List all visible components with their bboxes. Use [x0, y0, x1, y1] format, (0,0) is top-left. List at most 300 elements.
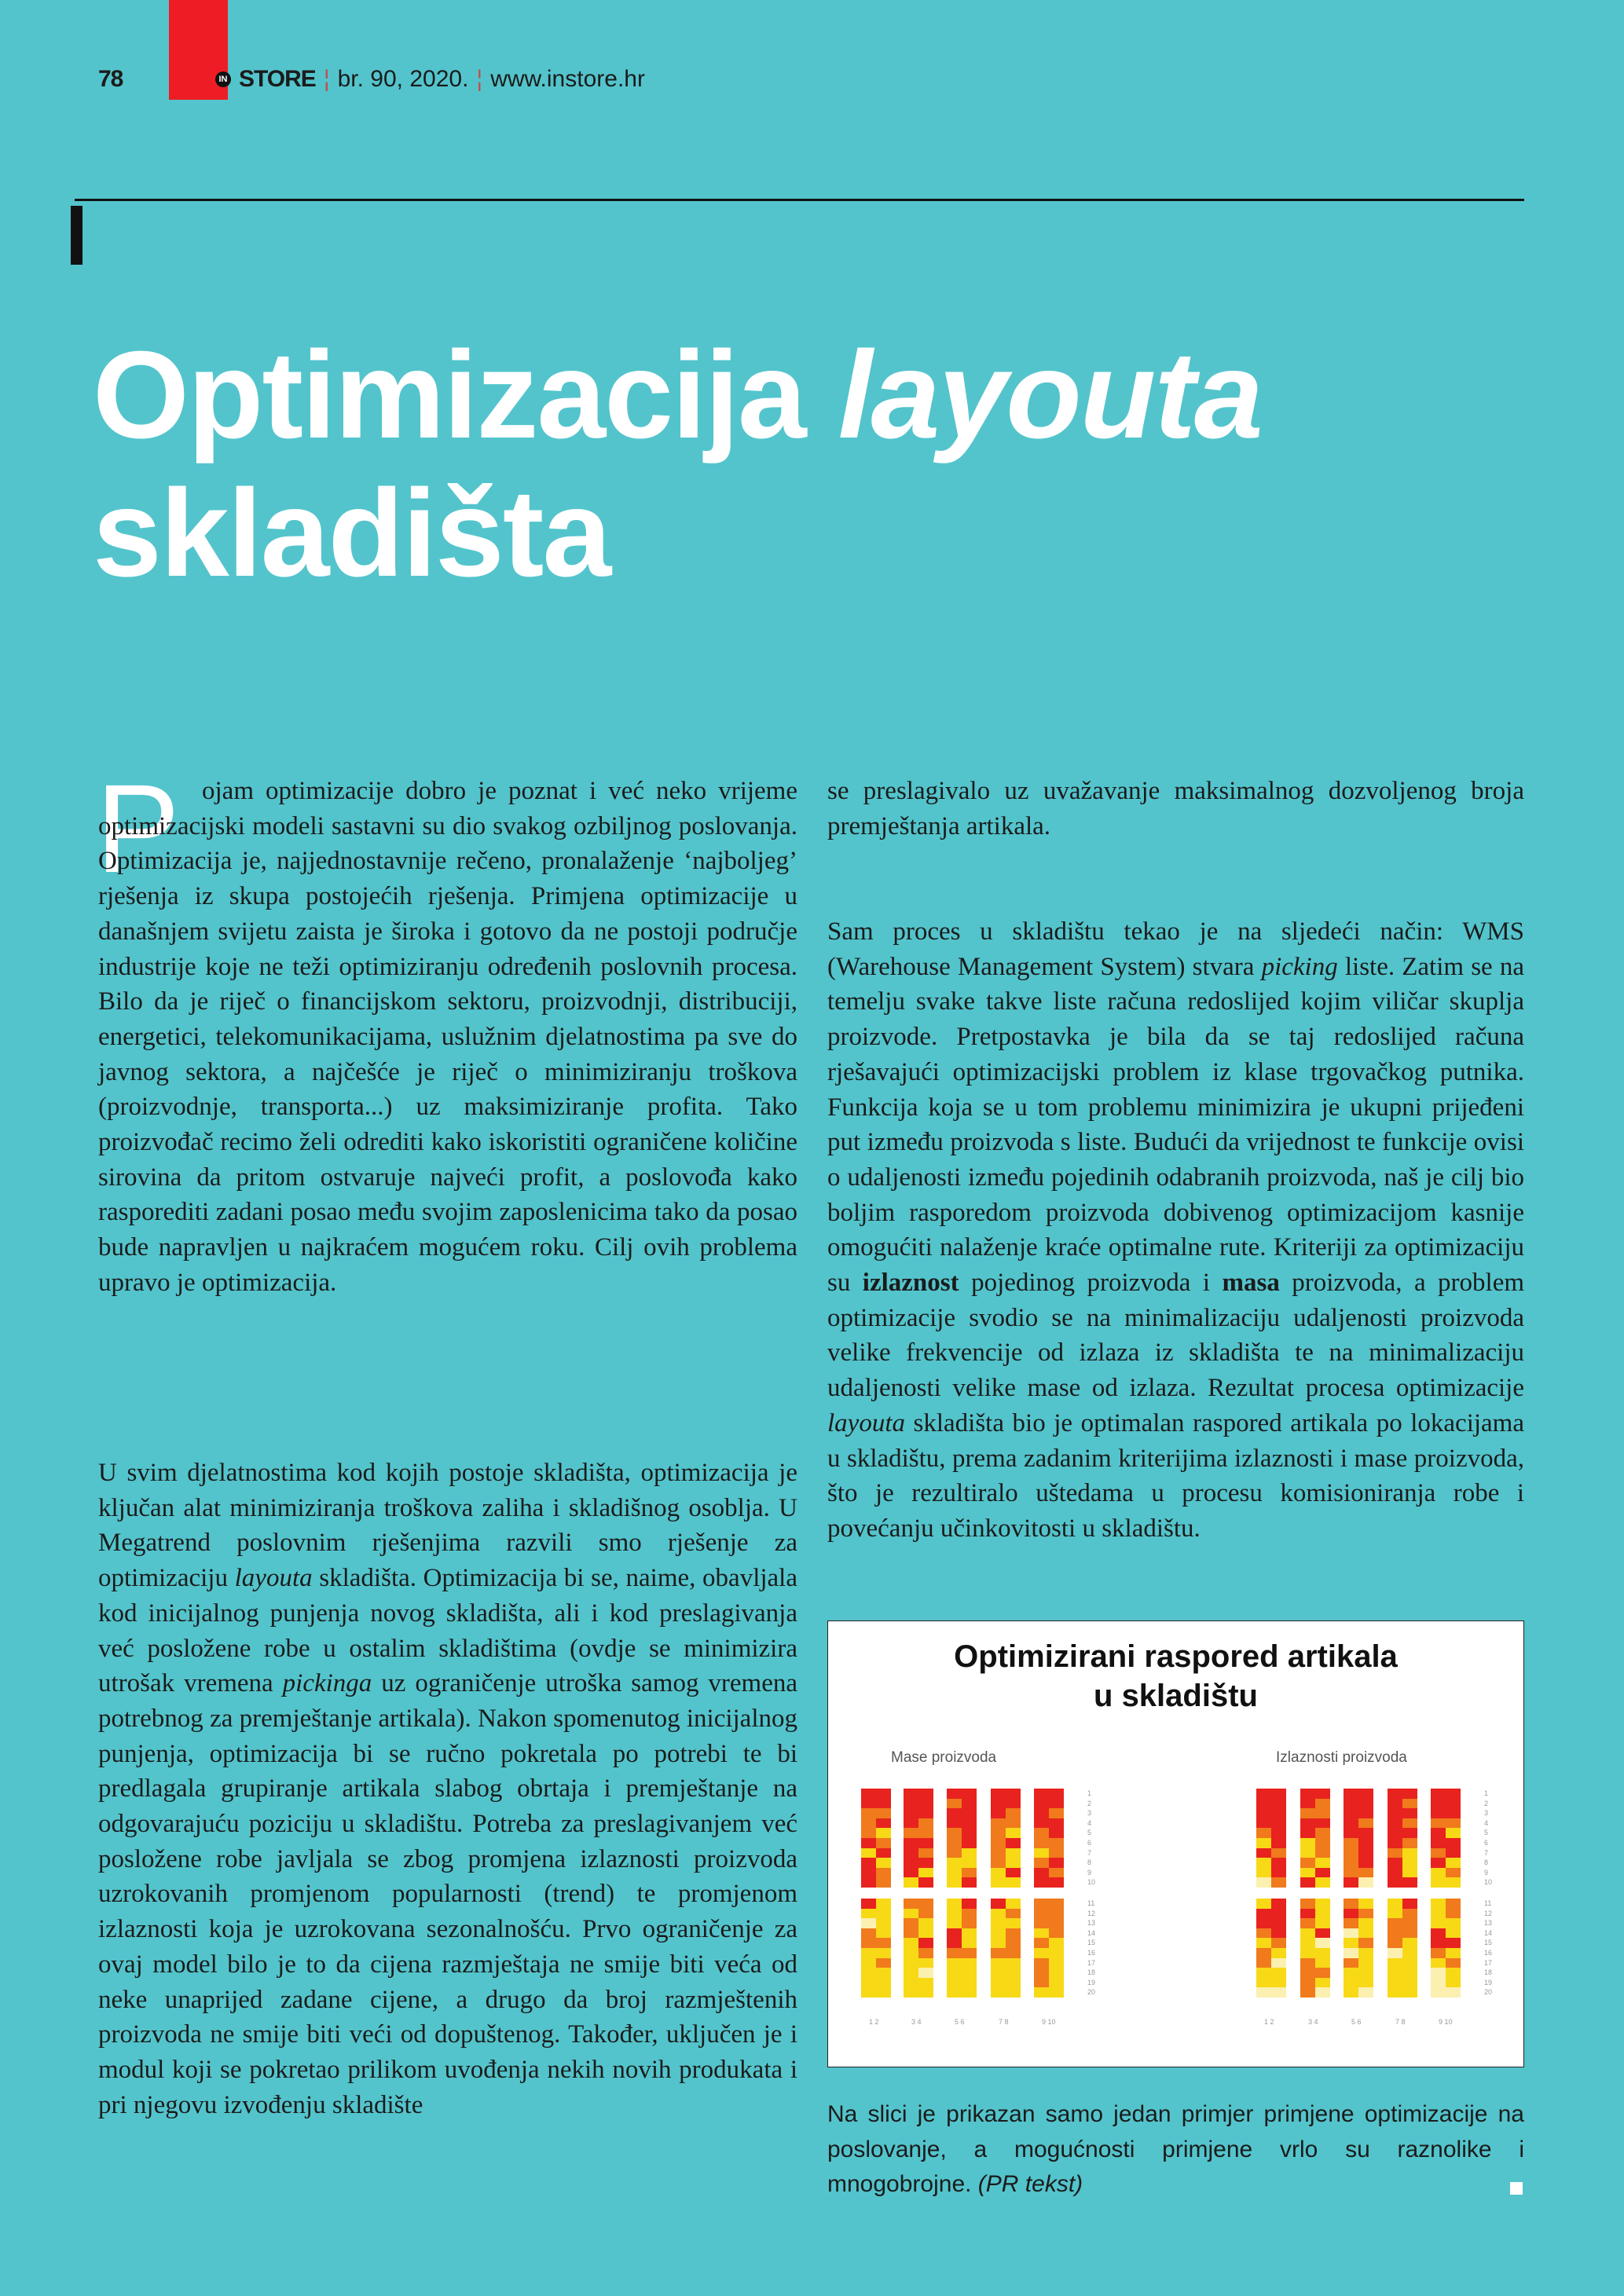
heatmap-cell — [962, 1818, 977, 1829]
heatmap-cell — [918, 1858, 933, 1868]
paragraph-2 — [98, 1456, 797, 2122]
heatmap-cell — [876, 1858, 891, 1868]
text-run: ojam optimizacije dobro je poznat i već neko vrijeme optimizacijski modeli sastavni su dio svakog ozbiljnog poslovanja. Optimizacija je, najjednostavnije rečeno, pronalaženje ‘najboljeg’ rješenja iz skupa postojećih rješenja. Primjena optimizacije u današnjem svijetu zaista je široka i gotovo da ne postoji područje industrije koje ne teži optimiziranju određenih poslovnih procesa. Bilo da je riječ o financijskom sektoru, proizvodnji, distribuciji, energetici, telekomunikacijama, uslužnim djelatnostima pa sve do javnog sektora, a najčešće je riječ o minimiziranju troškova (proizvodnje, transporta...) uz maksimiziranje profita. Tako proizvođač recimo želi odrediti kako iskoristiti ograničene količine sirovina da pritom ostvaruje najveći profit, a poslovođa kako rasporediti zadani posao među svojim zaposlenicima tako da posao bude napravljen u najkraćem mogućem roku. Cilj ovih problema upravo je optimizacija. — [98, 777, 797, 1297]
heatmap-cell — [1402, 1958, 1417, 1968]
heatmap-cell — [1402, 1799, 1417, 1809]
heatmap-cell — [1446, 1978, 1461, 1988]
heatmap-cell — [1344, 1909, 1358, 1919]
italic-text: (PR tekst) — [977, 2171, 1083, 2198]
heatmap-cell — [991, 1818, 1006, 1829]
row-label: 16 — [1087, 1949, 1096, 1957]
heatmap-cell — [918, 1808, 933, 1818]
row-label: 6 — [1484, 1839, 1489, 1847]
heatmap-cell — [1431, 1968, 1446, 1978]
heatmap-cell — [991, 1978, 1006, 1988]
heatmap-cell — [947, 1938, 962, 1948]
heatmap-cell — [1006, 1978, 1021, 1988]
heatmap-cell — [1006, 1838, 1021, 1848]
heatmap-cell — [918, 1818, 933, 1829]
column-label: 3 4 — [911, 2018, 922, 2026]
heatmap-cell — [947, 1877, 962, 1888]
heatmap-cell — [1402, 1918, 1417, 1928]
heatmap-cell — [1388, 1868, 1402, 1878]
heatmap-cell — [1388, 1928, 1402, 1939]
heatmap-cell — [1271, 1868, 1286, 1878]
heatmap-cell — [1358, 1858, 1373, 1868]
row-label: 5 — [1484, 1829, 1489, 1837]
heatmap-cell — [947, 1808, 962, 1818]
heatmap-cell — [876, 1978, 891, 1988]
heatmap-cell — [1358, 1968, 1373, 1978]
row-label: 8 — [1484, 1858, 1489, 1867]
heatmap-cell — [1049, 1858, 1064, 1868]
heatmap-cell — [1300, 1938, 1315, 1948]
heatmap-cell — [904, 1838, 918, 1848]
heatmap-cell — [1256, 1838, 1271, 1848]
heatmap-cell — [1431, 1877, 1446, 1888]
heatmap-cell — [1431, 1828, 1446, 1838]
heatmap-cell — [1344, 1848, 1358, 1858]
heatmap-cell — [991, 1987, 1006, 1998]
heatmap-cell — [1049, 1958, 1064, 1968]
heatmap-cell — [1446, 1877, 1461, 1888]
heatmap-cell — [1446, 1858, 1461, 1868]
heatmap-cell — [904, 1899, 918, 1909]
heatmap-cell — [1300, 1978, 1315, 1988]
heatmap-cell — [861, 1938, 876, 1948]
heatmap-cell — [1256, 1868, 1271, 1878]
row-label: 17 — [1087, 1958, 1096, 1967]
heatmap-cell — [1034, 1948, 1049, 1958]
heatmap-cell — [861, 1948, 876, 1958]
row-label: 11 — [1087, 1899, 1095, 1907]
heatmap-cell — [1300, 1818, 1315, 1829]
heatmap-cell — [1344, 1828, 1358, 1838]
masthead — [215, 66, 645, 93]
heatmap-cell — [1271, 1838, 1286, 1848]
heatmap-cell — [876, 1789, 891, 1799]
heatmap-cell — [876, 1918, 891, 1928]
heatmap-cell — [1388, 1799, 1402, 1809]
heatmap-cell — [1431, 1978, 1446, 1988]
row-label: 19 — [1087, 1978, 1096, 1987]
heatmap-cell — [876, 1958, 891, 1968]
heatmap-cell — [1315, 1848, 1330, 1858]
text-run: proizvoda, a problem optimizacije svodio se na minimalizaciju udaljenosti proizvoda velike frekvencije od izlaza iz skladišta te na minimalizaciju udaljenosti velike mase od izlaza. Rezultat procesa optimizacije — [827, 1269, 1525, 1403]
heatmap-cell — [861, 1909, 876, 1919]
heatmap-cell — [876, 1799, 891, 1809]
heatmap-cell — [1344, 1918, 1358, 1928]
heatmap-cell — [1344, 1968, 1358, 1978]
heatmap-cell — [861, 1987, 876, 1998]
heatmap-cell — [918, 1938, 933, 1948]
heatmap-cell — [947, 1789, 962, 1799]
heatmap-cell — [1034, 1987, 1049, 1998]
heatmap-cell — [1006, 1938, 1021, 1948]
heatmap-cell — [1446, 1848, 1461, 1858]
heatmap-cell — [1402, 1848, 1417, 1858]
heatmap-cell — [1300, 1968, 1315, 1978]
heatmap-cell — [1034, 1808, 1049, 1818]
heatmap-cell — [1034, 1899, 1049, 1909]
heatmap-cell — [991, 1877, 1006, 1888]
heatmap-cell — [962, 1848, 977, 1858]
heatmap-cell — [947, 1828, 962, 1838]
row-label: 15 — [1484, 1939, 1493, 1947]
row-label: 7 — [1087, 1848, 1092, 1857]
heatmap-cell — [1049, 1838, 1064, 1848]
heatmap-cell — [1006, 1868, 1021, 1878]
heatmap-cell — [1006, 1848, 1021, 1858]
heatmap-cell — [1446, 1799, 1461, 1809]
heatmap-cell — [1256, 1858, 1271, 1868]
heatmap-cell — [1358, 1978, 1373, 1988]
heatmap-cell — [1402, 1828, 1417, 1838]
heatmap-cell — [1006, 1928, 1021, 1939]
end-of-article-mark — [1510, 2182, 1523, 2195]
row-label: 11 — [1484, 1899, 1492, 1907]
article-title — [93, 326, 1262, 602]
column-label: 7 8 — [999, 2018, 1009, 2026]
heatmap-cell — [1388, 1978, 1402, 1988]
heatmap-cell — [918, 1899, 933, 1909]
heatmap-cell — [1446, 1918, 1461, 1928]
italic-text: layouta — [234, 1564, 313, 1593]
heatmap-cell — [1006, 1828, 1021, 1838]
heatmap-cell — [1256, 1789, 1271, 1799]
heatmap-cell — [918, 1918, 933, 1928]
heatmap-cell — [1271, 1928, 1286, 1939]
heatmap-cell — [1388, 1968, 1402, 1978]
heatmap-cell — [1006, 1818, 1021, 1829]
heatmap-cell — [1049, 1899, 1064, 1909]
heatmap-cell — [861, 1877, 876, 1888]
heatmap-cell — [991, 1968, 1006, 1978]
heatmap-cell — [1358, 1928, 1373, 1939]
heatmap-cell — [1358, 1899, 1373, 1909]
website-link[interactable]: www.instore.hr — [490, 66, 645, 92]
row-label: 3 — [1087, 1809, 1092, 1818]
heatmap-cell — [1315, 1868, 1330, 1878]
heatmap-cell — [1006, 1958, 1021, 1968]
column-label: 9 10 — [1042, 2018, 1056, 2026]
row-label: 14 — [1484, 1928, 1493, 1937]
separator: ¦ — [476, 66, 483, 92]
drop-cap: P — [96, 758, 180, 899]
heatmap-cell — [1049, 1828, 1064, 1838]
heatmap-cell — [1034, 1799, 1049, 1809]
heatmap-cell — [1431, 1938, 1446, 1948]
heatmap-cell — [1358, 1799, 1373, 1809]
row-label: 9 — [1087, 1868, 1092, 1877]
heatmap-cell — [1049, 1928, 1064, 1939]
heatmap-cell — [1315, 1799, 1330, 1809]
heatmap-cell — [1049, 1968, 1064, 1978]
heatmap-cell — [861, 1848, 876, 1858]
heatmap-cell — [1034, 1828, 1049, 1838]
heatmap-cell — [1315, 1818, 1330, 1829]
heatmap-cell — [1431, 1948, 1446, 1958]
heatmap-cell — [918, 1958, 933, 1968]
heatmap-cell — [876, 1848, 891, 1858]
heatmap-cell — [1402, 1808, 1417, 1818]
heatmap-cell — [1034, 1958, 1049, 1968]
heatmap-cell — [991, 1808, 1006, 1818]
heatmap-cell — [991, 1928, 1006, 1939]
heatmap-cell — [1388, 1918, 1402, 1928]
heatmap-cell — [918, 1838, 933, 1848]
heatmap-cell — [947, 1799, 962, 1809]
heatmap-cell — [1431, 1838, 1446, 1848]
column-label: 3 4 — [1308, 2018, 1318, 2026]
italic-text: layouta — [827, 1408, 905, 1437]
heatmap-cell — [1034, 1877, 1049, 1888]
heatmap-cell — [1344, 1868, 1358, 1878]
heatmap-cell — [1006, 1909, 1021, 1919]
heatmap-cell — [1300, 1928, 1315, 1939]
heatmap-cell — [876, 1868, 891, 1878]
heatmap-cell — [1388, 1958, 1402, 1968]
heatmap-cell — [962, 1808, 977, 1818]
heatmap-cell — [1344, 1838, 1358, 1848]
heatmap-cell — [1358, 1987, 1373, 1998]
heatmap-cell — [904, 1948, 918, 1958]
heatmap-cell — [962, 1868, 977, 1878]
heatmap-cell — [876, 1808, 891, 1818]
italic-text: pickinga — [282, 1669, 372, 1698]
heatmap-cell — [876, 1909, 891, 1919]
heatmap-cell — [1006, 1789, 1021, 1799]
heatmap-cell — [962, 1899, 977, 1909]
heatmap-cell — [962, 1828, 977, 1838]
heatmap-cell — [1271, 1978, 1286, 1988]
heatmap-cell — [1344, 1948, 1358, 1958]
heatmap-cell — [1271, 1848, 1286, 1858]
heatmap-cell — [1358, 1877, 1373, 1888]
row-label: 4 — [1087, 1818, 1092, 1827]
heatmap-cell — [1256, 1899, 1271, 1909]
heatmap-cell — [876, 1828, 891, 1838]
heatmap-cell — [1388, 1987, 1402, 1998]
heatmap-cell — [1388, 1848, 1402, 1858]
column-label: 1 2 — [1264, 2018, 1274, 2026]
heatmap-cell — [1006, 1858, 1021, 1868]
heatmap-cell — [1300, 1808, 1315, 1818]
heatmap-cell — [1431, 1789, 1446, 1799]
heatmap-cell — [1049, 1808, 1064, 1818]
heatmap-cell — [1358, 1868, 1373, 1878]
heatmap-cell — [1300, 1958, 1315, 1968]
row-label: 14 — [1087, 1928, 1096, 1937]
row-label: 3 — [1484, 1809, 1489, 1818]
heatmap-cell — [1300, 1918, 1315, 1928]
heatmap-cell — [991, 1899, 1006, 1909]
italic-text: picking — [1261, 952, 1338, 981]
heatmap-cell — [1431, 1987, 1446, 1998]
heatmap-cell — [861, 1799, 876, 1809]
heatmap-cell — [1431, 1928, 1446, 1939]
magazine-logo-text: STORE — [239, 66, 316, 92]
heatmap-cell — [1271, 1938, 1286, 1948]
row-label: 16 — [1484, 1949, 1493, 1957]
heatmap-cell — [876, 1838, 891, 1848]
heatmap-cell — [1344, 1877, 1358, 1888]
heatmap-cell — [991, 1868, 1006, 1878]
heatmap-cell — [947, 1858, 962, 1868]
row-label: 8 — [1087, 1858, 1092, 1867]
heatmap-cell — [904, 1858, 918, 1868]
heatmap-cell — [1358, 1938, 1373, 1948]
heatmap-cell — [1431, 1918, 1446, 1928]
heatmap-cell — [1402, 1909, 1417, 1919]
heatmap-cell — [1431, 1818, 1446, 1829]
heatmap-cell — [861, 1958, 876, 1968]
heatmap-cell — [1315, 1838, 1330, 1848]
figure-title — [828, 1637, 1523, 1716]
heatmap-cell — [962, 1987, 977, 1998]
heatmap-cell — [876, 1987, 891, 1998]
title-line2: skladišta — [93, 464, 610, 602]
heatmap-cell — [1402, 1978, 1417, 1988]
heatmap-cell — [1344, 1789, 1358, 1799]
heatmap-cell — [962, 1789, 977, 1799]
heatmap-cell — [1388, 1808, 1402, 1818]
row-label: 5 — [1087, 1829, 1092, 1837]
heatmap-cell — [1402, 1818, 1417, 1829]
heatmap-cell — [876, 1968, 891, 1978]
heatmap-cell — [1034, 1928, 1049, 1939]
heatmap-cell — [1034, 1909, 1049, 1919]
heatmap-cell — [1402, 1987, 1417, 1998]
heatmap-cell — [947, 1909, 962, 1919]
heatmap-cell — [1388, 1899, 1402, 1909]
heatmap-cell — [1300, 1877, 1315, 1888]
heatmap-cell — [1431, 1868, 1446, 1878]
row-label: 19 — [1484, 1978, 1493, 1987]
heatmap-cell — [1271, 1799, 1286, 1809]
heatmap-cell — [876, 1928, 891, 1939]
heatmap-cell — [1049, 1799, 1064, 1809]
heatmap-cell — [918, 1968, 933, 1978]
heatmap-cell — [1446, 1909, 1461, 1919]
heatmap-cell — [861, 1868, 876, 1878]
heatmap-cell — [991, 1948, 1006, 1958]
heatmap-cell — [962, 1918, 977, 1928]
heatmap-cell — [1049, 1909, 1064, 1919]
heatmap-cell — [1402, 1948, 1417, 1958]
heatmap-cell — [1388, 1948, 1402, 1958]
heatmap-cell — [991, 1918, 1006, 1928]
text-run: uz ograničenje utroška samog vremena potrebnog za premještanje artikala). Nakon spomenutog inicijalnog punjenja, optimizacija bi se ručno pokretala po potrebi te bi predlagala grupiranje artikala slabog obrtaja i premještanje na odgovarajuću poziciju u skladištu. Potreba za preslagivanjem već posložene robe javljala se zbog promjena izlaznosti proizvoda uzrokovanih promjenom popularnosti (trend) te promjenom izlaznosti koja je uzrokovana sezonalnošću. Prvo ograničenje za ovaj model bilo je to da cijena razmještaja ne smije biti veća od neke unaprijed zadane cijene, a drugo da broj razmještenih proizvoda ne smije biti veći od dopuštenog. Također, uključen je i modul koji se pokretao prilikom uvođenja nekih novih produkata i pri njegovu izvođenju skladište — [98, 1669, 798, 2119]
heatmap-cell — [1315, 1828, 1330, 1838]
heatmap-cell — [1006, 1808, 1021, 1818]
heatmap-cell — [1315, 1958, 1330, 1968]
heatmap-cell — [904, 1828, 918, 1838]
row-label: 12 — [1484, 1909, 1493, 1917]
heatmap-cell — [991, 1858, 1006, 1868]
title-regular: Optimizacija — [93, 326, 838, 464]
heatmap-cell — [904, 1928, 918, 1939]
heatmap-cell — [1388, 1858, 1402, 1868]
page-number: 78 — [98, 66, 123, 92]
heatmap-cell — [861, 1968, 876, 1978]
heatmap-cell — [1446, 1968, 1461, 1978]
heatmap-cell — [962, 1978, 977, 1988]
column-label: 7 8 — [1395, 2018, 1406, 2026]
heatmap-cell — [861, 1818, 876, 1829]
row-label: 15 — [1087, 1939, 1096, 1947]
paragraph-1 — [98, 774, 797, 1301]
heatmap-cell — [1344, 1938, 1358, 1948]
heatmap-cell — [962, 1948, 977, 1958]
heatmap-cell — [947, 1968, 962, 1978]
heatmap-cell — [1271, 1948, 1286, 1958]
heatmap-cell — [1006, 1987, 1021, 1998]
heatmap-cell — [876, 1938, 891, 1948]
heatmap-cell — [1402, 1968, 1417, 1978]
closing-paragraph — [827, 2097, 1524, 2203]
row-label: 20 — [1087, 1988, 1096, 1997]
separator: ¦ — [323, 66, 330, 92]
heatmap-cell — [1402, 1858, 1417, 1868]
heatmap-cell — [1358, 1958, 1373, 1968]
heatmap-cell — [918, 1868, 933, 1878]
heatmap-cell — [1431, 1799, 1446, 1809]
text-run: pojedinog proizvoda i — [959, 1269, 1223, 1298]
heatmap-cell — [1358, 1918, 1373, 1928]
heatmap-cell — [1300, 1948, 1315, 1958]
heatmap-cell — [1358, 1818, 1373, 1829]
heatmap-cell — [947, 1978, 962, 1988]
heatmap-cell — [904, 1958, 918, 1968]
heatmap-cell — [904, 1987, 918, 1998]
heatmap-cell — [1049, 1918, 1064, 1928]
title-line1 — [93, 326, 1262, 464]
heatmap-cell — [1446, 1838, 1461, 1848]
heatmap-cell — [991, 1789, 1006, 1799]
heatmap-cell — [1049, 1789, 1064, 1799]
heatmap-cell — [1034, 1838, 1049, 1848]
heatmap-cell — [876, 1899, 891, 1909]
heatmap-cell — [1271, 1909, 1286, 1919]
heatmap-cell — [947, 1948, 962, 1958]
heatmap-cell — [1446, 1808, 1461, 1818]
figure-title-line2: u skladištu — [1094, 1679, 1258, 1713]
row-label: 18 — [1484, 1968, 1493, 1977]
row-label: 7 — [1484, 1848, 1489, 1857]
heatmap-cell — [1388, 1828, 1402, 1838]
heatmap-cell — [861, 1978, 876, 1988]
heatmap-cell — [1431, 1848, 1446, 1858]
heatmap-cell — [1300, 1848, 1315, 1858]
heatmap-cell — [1402, 1868, 1417, 1878]
heatmap-cell — [1006, 1877, 1021, 1888]
text-run: liste. Zatim se na temelju svake takve liste računa redoslijed kojim viličar skuplja proizvode. Pretpostavka je bila da se taj redoslijed računa rješavajući optimizacijski problem iz klase trgovačkog putnika. Funkcija koja se u tom problemu minimizira je ukupni prijeđeni put između proizvoda s liste. Budući da vrijednost te funkcije ovisi o udaljenosti između pojedinih odabranih proizvoda, naš je cilj bio boljim rasporedom proizvoda dobivenog optimizacijom kasnije omogućiti nalaženje kraće optimalne rute. Kriteriji za optimizaciju su — [827, 952, 1524, 1298]
heatmap-cell — [1049, 1868, 1064, 1878]
heatmap-cell — [1358, 1828, 1373, 1838]
column-label: 5 6 — [1351, 2018, 1362, 2026]
heatmap-cell — [1402, 1838, 1417, 1848]
heatmap-cell — [1034, 1818, 1049, 1829]
heatmap-cell — [991, 1848, 1006, 1858]
heatmap-cell — [1256, 1987, 1271, 1998]
heatmap-cell — [1271, 1968, 1286, 1978]
row-label: 1 — [1087, 1789, 1092, 1797]
heatmap-cell — [991, 1828, 1006, 1838]
heatmap-cell — [1271, 1958, 1286, 1968]
heatmap-cell — [947, 1899, 962, 1909]
heatmap-cell — [1256, 1909, 1271, 1919]
